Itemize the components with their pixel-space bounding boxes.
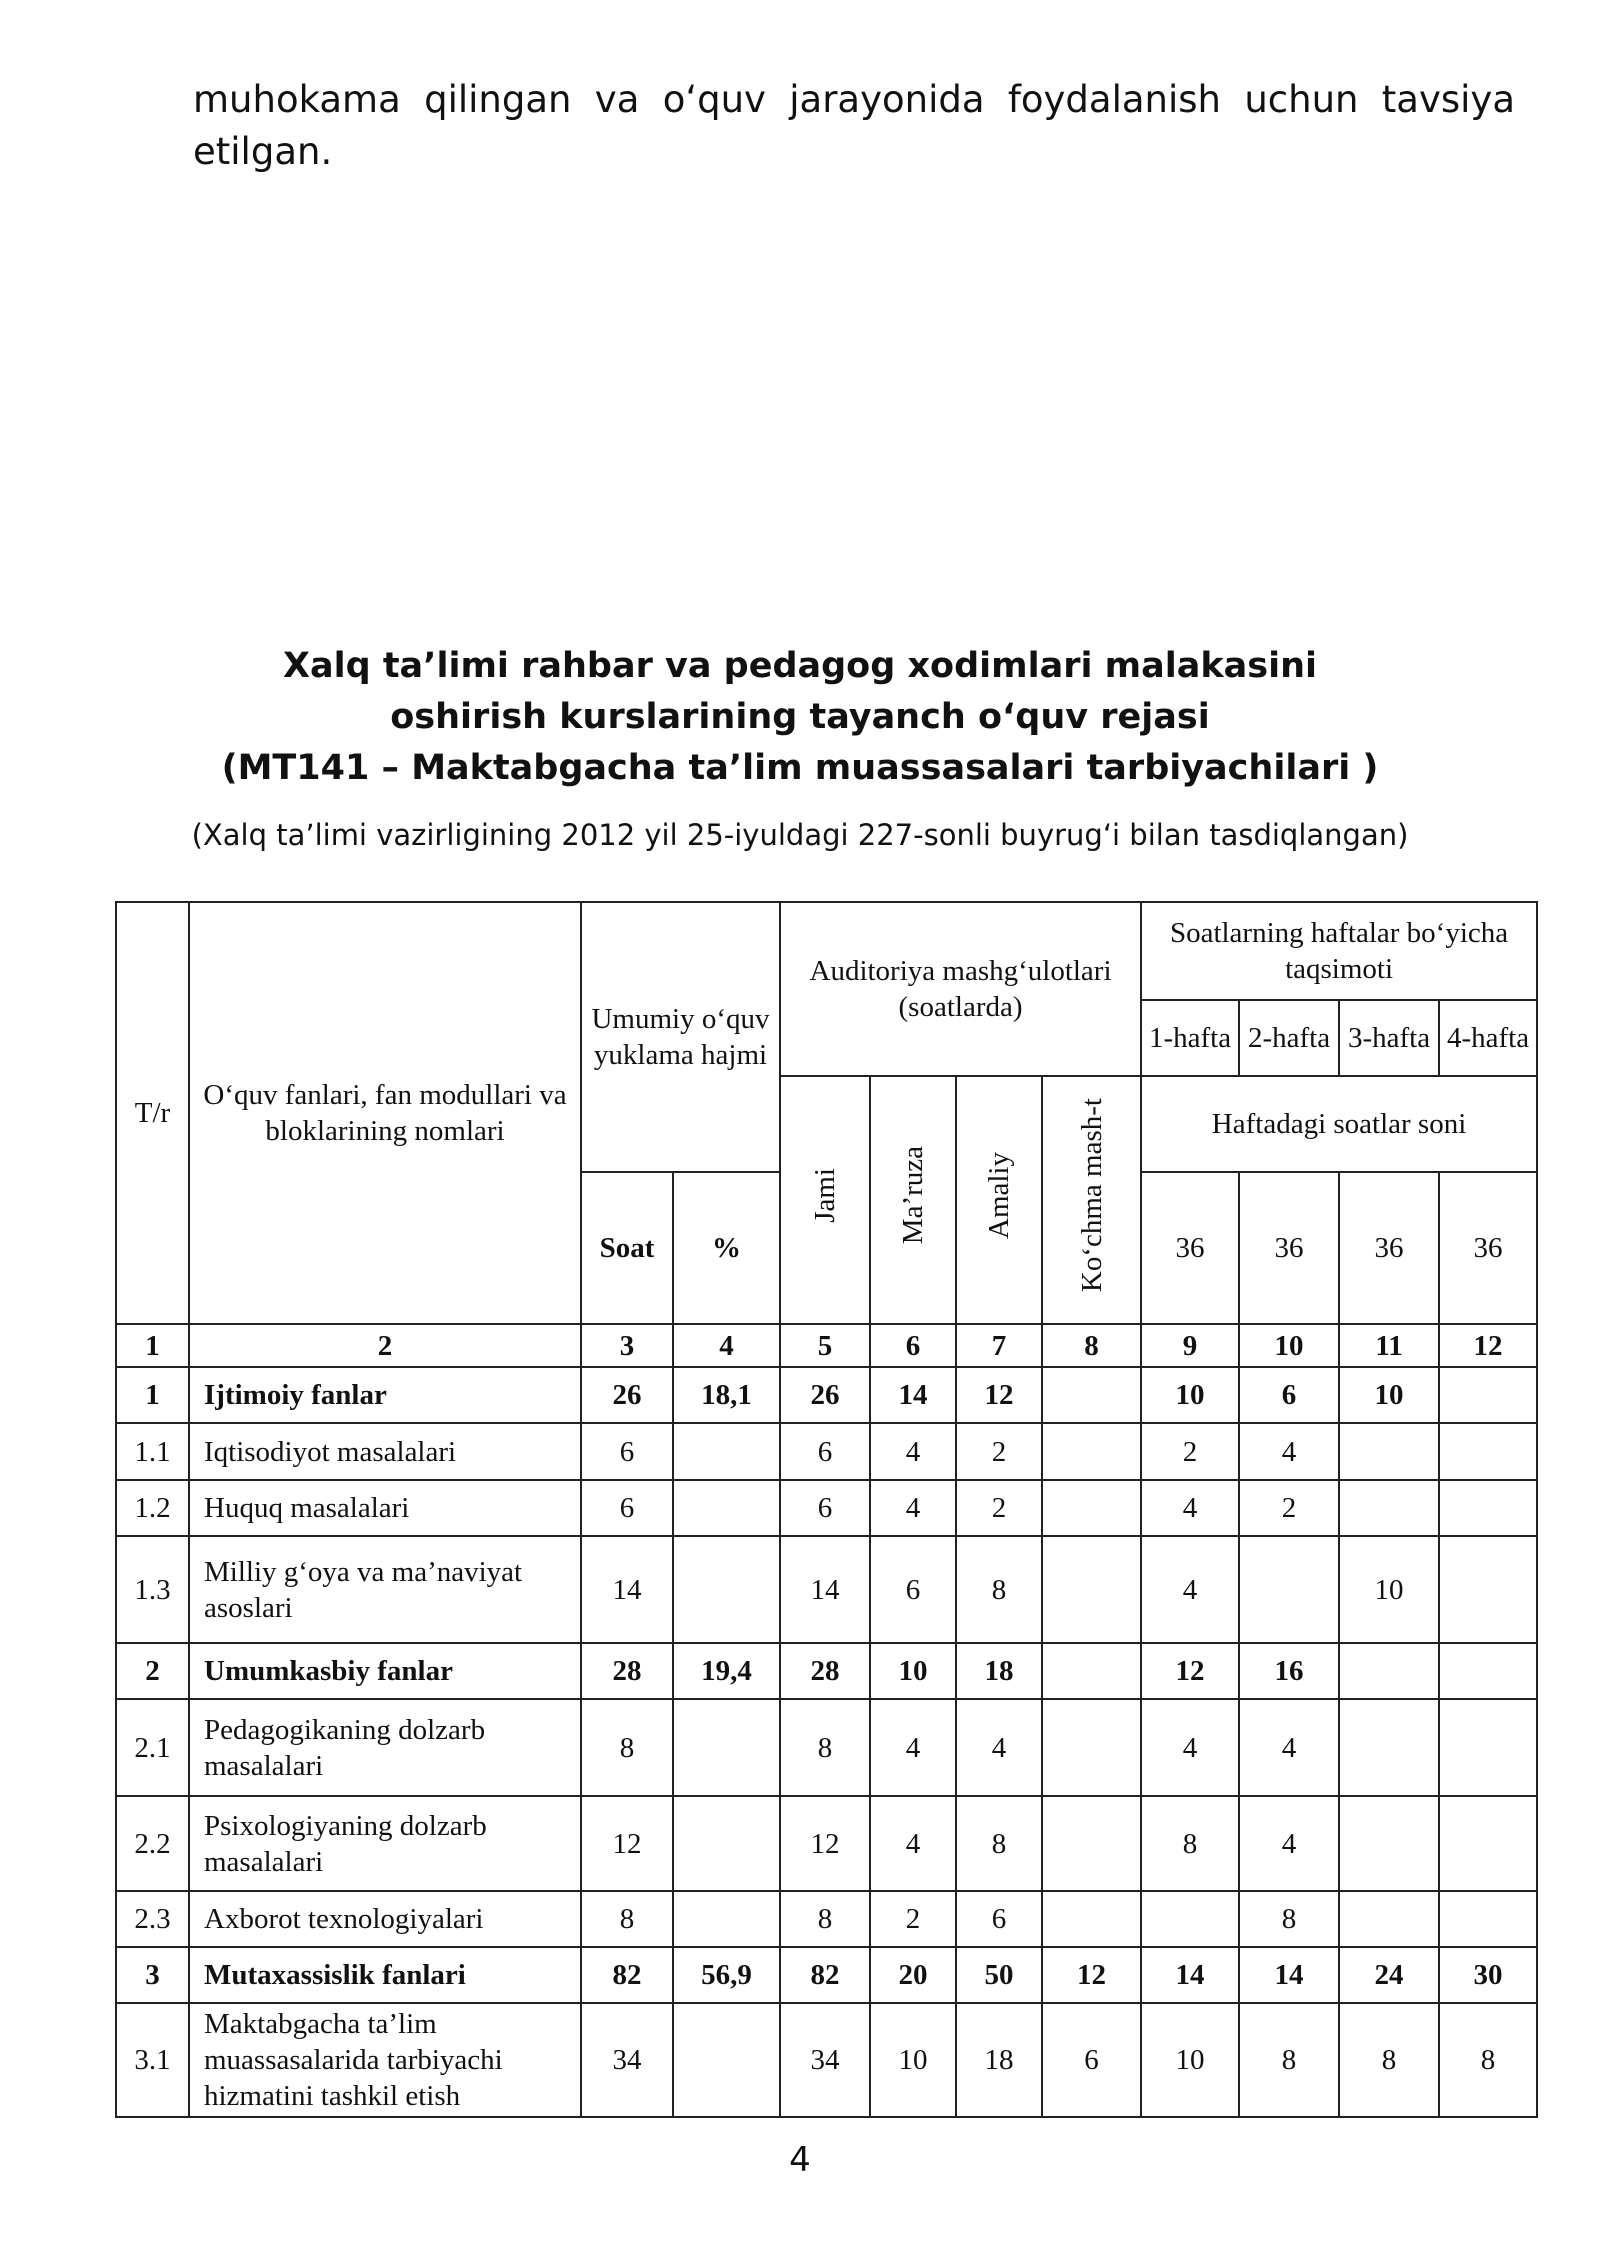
column-number: 9 xyxy=(1141,1324,1239,1367)
table-row xyxy=(116,1423,1537,1480)
table-cell: 34 xyxy=(780,2003,870,2117)
page-number: 4 xyxy=(789,2140,811,2180)
table-cell: 8 xyxy=(956,1796,1042,1891)
subject-name-cell: Axborot texnologiyalari xyxy=(189,1891,581,1947)
table-cell xyxy=(1439,1699,1537,1796)
table-row xyxy=(116,1699,1537,1796)
table-cell: 6 xyxy=(956,1891,1042,1947)
table-cell: 6 xyxy=(1239,1367,1339,1423)
column-number-row xyxy=(116,1324,1537,1367)
header-jami xyxy=(780,1076,870,1324)
table-cell xyxy=(1339,1643,1439,1699)
table-cell: 26 xyxy=(581,1367,673,1423)
table-cell: 20 xyxy=(870,1947,956,2003)
header-amaliy xyxy=(956,1076,1042,1324)
table-row xyxy=(116,1536,1537,1643)
header-total-load: Umumiy o‘quv yuklama hajmi xyxy=(581,902,780,1172)
table-cell: 8 xyxy=(581,1891,673,1947)
table-cell: 1.1 xyxy=(116,1423,189,1480)
column-number: 12 xyxy=(1439,1324,1537,1367)
subject-name-cell: Umumkasbiy fanlar xyxy=(189,1643,581,1699)
column-number: 11 xyxy=(1339,1324,1439,1367)
table-cell: 14 xyxy=(1239,1947,1339,2003)
table-cell xyxy=(673,1423,780,1480)
curriculum-table xyxy=(115,901,1538,2118)
header-auditorium: Auditoriya mashg‘ulotlari (soatlarda) xyxy=(780,902,1141,1076)
column-number: 8 xyxy=(1042,1324,1141,1367)
table-cell: 10 xyxy=(1339,1536,1439,1643)
approval-note: (Xalq ta’limi vazirligining 2012 yil 25-iyuldagi 227-sonli buyrug‘i bilan tasdiqlangan) xyxy=(191,818,1409,852)
table-cell: 19,4 xyxy=(673,1643,780,1699)
table-cell: 4 xyxy=(1239,1796,1339,1891)
table-cell: 10 xyxy=(870,2003,956,2117)
table-cell: 2 xyxy=(1141,1423,1239,1480)
table-cell: 6 xyxy=(870,1536,956,1643)
table-cell: 1.2 xyxy=(116,1480,189,1536)
header-week-3-hours: 36 xyxy=(1339,1172,1439,1324)
table-cell: 4 xyxy=(870,1796,956,1891)
table-cell: 28 xyxy=(780,1643,870,1699)
table-cell: 4 xyxy=(1141,1536,1239,1643)
header-week-3: 3-hafta xyxy=(1339,1000,1439,1076)
table-cell xyxy=(1042,1480,1141,1536)
table-cell: 4 xyxy=(1141,1480,1239,1536)
table-cell: 8 xyxy=(1339,2003,1439,2117)
table-cell xyxy=(1439,1796,1537,1891)
table-cell: 4 xyxy=(870,1480,956,1536)
table-cell xyxy=(1339,1699,1439,1796)
title-line-1: Xalq ta’limi rahbar va pedagog xodimlari malakasini xyxy=(282,646,1317,686)
subject-name-cell: Mutaxassislik fanlari xyxy=(189,1947,581,2003)
table-cell xyxy=(673,1536,780,1643)
table-cell: 28 xyxy=(581,1643,673,1699)
table-cell: 26 xyxy=(780,1367,870,1423)
table-row xyxy=(116,1367,1537,1423)
table-cell xyxy=(1439,1643,1537,1699)
table-cell xyxy=(1439,1536,1537,1643)
column-number: 1 xyxy=(116,1324,189,1367)
table-cell: 12 xyxy=(780,1796,870,1891)
table-row xyxy=(116,1947,1537,2003)
header-jami-label: Jami xyxy=(809,1168,842,1223)
table-cell: 4 xyxy=(1141,1699,1239,1796)
table-cell: 82 xyxy=(780,1947,870,2003)
header-week-2-hours: 36 xyxy=(1239,1172,1339,1324)
header-amaliy-label: Amaliy xyxy=(983,1152,1016,1239)
table-cell xyxy=(1339,1891,1439,1947)
subject-name-cell: Milliy g‘oya va ma’naviyat asoslari xyxy=(189,1536,581,1643)
table-cell xyxy=(673,1480,780,1536)
table-cell: 6 xyxy=(780,1423,870,1480)
table-cell xyxy=(673,1699,780,1796)
subject-name-cell: Huquq masalalari xyxy=(189,1480,581,1536)
intro-paragraph: muhokama qilingan va o‘quv jarayonida foydalanish uchun tavsiya etilgan. xyxy=(193,78,1515,173)
table-cell xyxy=(1339,1480,1439,1536)
table-cell: 12 xyxy=(1141,1643,1239,1699)
table-cell: 3 xyxy=(116,1947,189,2003)
table-cell: 2 xyxy=(1239,1480,1339,1536)
table-cell: 2 xyxy=(116,1643,189,1699)
column-number: 5 xyxy=(780,1324,870,1367)
header-week-1-hours: 36 xyxy=(1141,1172,1239,1324)
subject-name-cell: Iqtisodiyot masalalari xyxy=(189,1423,581,1480)
table-cell: 8 xyxy=(581,1699,673,1796)
table-cell: 10 xyxy=(1141,1367,1239,1423)
table-row xyxy=(116,1480,1537,1536)
table-cell: 2.1 xyxy=(116,1699,189,1796)
table-cell: 6 xyxy=(1042,2003,1141,2117)
table-cell xyxy=(1042,1423,1141,1480)
table-row xyxy=(116,1643,1537,1699)
table-cell: 12 xyxy=(1042,1947,1141,2003)
table-row xyxy=(116,1891,1537,1947)
table-cell: 12 xyxy=(581,1796,673,1891)
column-number: 4 xyxy=(673,1324,780,1367)
table-cell: 34 xyxy=(581,2003,673,2117)
header-week-2: 2-hafta xyxy=(1239,1000,1339,1076)
table-cell: 14 xyxy=(1141,1947,1239,2003)
table-cell xyxy=(1339,1423,1439,1480)
table-cell: 50 xyxy=(956,1947,1042,2003)
table-cell xyxy=(1042,1699,1141,1796)
header-weekly-hours: Haftadagi soatlar soni xyxy=(1141,1076,1537,1172)
table-cell xyxy=(1141,1891,1239,1947)
table-cell: 82 xyxy=(581,1947,673,2003)
table-cell: 10 xyxy=(870,1643,956,1699)
table-cell xyxy=(1439,1367,1537,1423)
table-cell xyxy=(1439,1891,1537,1947)
header-weekly-distribution: Soatlarning haftalar bo‘yicha taqsimoti xyxy=(1141,902,1537,1000)
table-cell xyxy=(1042,1643,1141,1699)
header-percent: % xyxy=(673,1172,780,1324)
header-tr: T/r xyxy=(116,902,189,1324)
table-cell: 6 xyxy=(581,1480,673,1536)
table-cell: 1 xyxy=(116,1367,189,1423)
column-number: 3 xyxy=(581,1324,673,1367)
header-week-4-hours: 36 xyxy=(1439,1172,1537,1324)
table-cell xyxy=(1439,1480,1537,1536)
table-cell xyxy=(1339,1796,1439,1891)
table-cell: 8 xyxy=(780,1699,870,1796)
table-cell: 2.2 xyxy=(116,1796,189,1891)
header-kochma xyxy=(1042,1076,1141,1324)
header-maruza-label: Ma’ruza xyxy=(897,1146,930,1245)
column-number: 2 xyxy=(189,1324,581,1367)
table-cell: 30 xyxy=(1439,1947,1537,2003)
table-cell: 56,9 xyxy=(673,1947,780,2003)
table-cell xyxy=(1042,1796,1141,1891)
table-cell: 16 xyxy=(1239,1643,1339,1699)
table-cell: 2.3 xyxy=(116,1891,189,1947)
subject-name-cell: Pedagogikaning dolzarb masalalari xyxy=(189,1699,581,1796)
table-cell: 8 xyxy=(1439,2003,1537,2117)
table-cell: 8 xyxy=(1141,1796,1239,1891)
table-cell xyxy=(1042,1536,1141,1643)
table-cell: 2 xyxy=(870,1891,956,1947)
table-cell: 4 xyxy=(1239,1699,1339,1796)
table-cell xyxy=(673,1796,780,1891)
table-cell: 12 xyxy=(956,1367,1042,1423)
header-week-4: 4-hafta xyxy=(1439,1000,1537,1076)
table-cell xyxy=(1439,1423,1537,1480)
table-cell xyxy=(1239,1536,1339,1643)
subject-name-cell: Psixologiyaning dolzarb masalalari xyxy=(189,1796,581,1891)
table-row xyxy=(116,1796,1537,1891)
table-cell: 8 xyxy=(1239,2003,1339,2117)
table-cell: 3.1 xyxy=(116,2003,189,2117)
table-cell: 18,1 xyxy=(673,1367,780,1423)
table-cell: 6 xyxy=(780,1480,870,1536)
table-cell xyxy=(1042,1367,1141,1423)
table-cell: 24 xyxy=(1339,1947,1439,2003)
document-title xyxy=(0,641,1600,794)
header-soat: Soat xyxy=(581,1172,673,1324)
subject-name-cell: Maktabgacha ta’lim muassasalarida tarbiyachi hizmatini tashkil etish xyxy=(189,2003,581,2117)
header-kochma-label: Ko‘chma mash-t xyxy=(1075,1098,1108,1293)
header-week-1: 1-hafta xyxy=(1141,1000,1239,1076)
table-cell: 8 xyxy=(780,1891,870,1947)
table-cell: 8 xyxy=(1239,1891,1339,1947)
table-cell xyxy=(673,1891,780,1947)
table-cell: 14 xyxy=(780,1536,870,1643)
table-cell: 2 xyxy=(956,1423,1042,1480)
table-cell: 2 xyxy=(956,1480,1042,1536)
table-cell: 10 xyxy=(1339,1367,1439,1423)
header-subjects: O‘quv fanlari, fan modullari va bloklarining nomlari xyxy=(189,902,581,1324)
table-cell: 14 xyxy=(870,1367,956,1423)
table-cell: 4 xyxy=(1239,1423,1339,1480)
table-cell: 8 xyxy=(956,1536,1042,1643)
table-cell xyxy=(673,2003,780,2117)
table-cell: 18 xyxy=(956,1643,1042,1699)
subject-name-cell: Ijtimoiy fanlar xyxy=(189,1367,581,1423)
table-cell xyxy=(1042,1891,1141,1947)
column-number: 7 xyxy=(956,1324,1042,1367)
table-cell: 18 xyxy=(956,2003,1042,2117)
table-cell: 14 xyxy=(581,1536,673,1643)
column-number: 6 xyxy=(870,1324,956,1367)
title-line-3: (MT141 – Maktabgacha ta’lim muassasalari tarbiyachilari ) xyxy=(221,748,1379,788)
table-cell: 4 xyxy=(870,1423,956,1480)
table-cell: 4 xyxy=(870,1699,956,1796)
table-cell: 6 xyxy=(581,1423,673,1480)
header-row-1 xyxy=(116,902,1537,1000)
title-line-2: oshirish kurslarining tayanch o‘quv rejasi xyxy=(390,697,1210,737)
column-number: 10 xyxy=(1239,1324,1339,1367)
table-cell: 1.3 xyxy=(116,1536,189,1643)
table-cell: 4 xyxy=(956,1699,1042,1796)
table-cell: 10 xyxy=(1141,2003,1239,2117)
header-maruza xyxy=(870,1076,956,1324)
table-row xyxy=(116,2003,1537,2117)
